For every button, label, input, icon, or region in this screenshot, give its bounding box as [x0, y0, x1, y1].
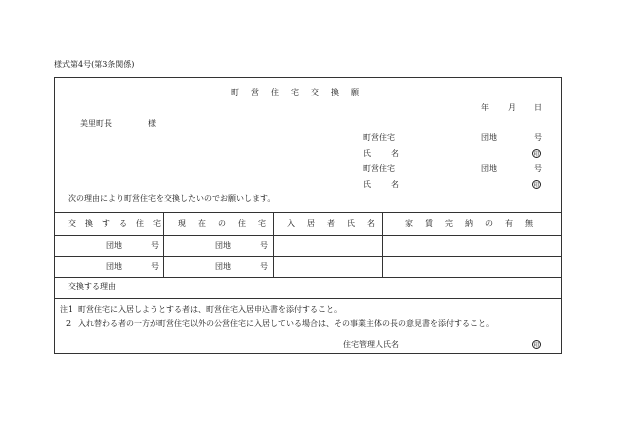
row-2-exchange-complex: 団地 — [106, 262, 122, 271]
manager-seal-icon: 印 — [533, 342, 540, 349]
reason-border — [54, 298, 562, 299]
note-2-text: 入れ替わる者の一方が町営住宅以外の公営住宅に入居している場合は、その事業主体の長の意見書を添付すること。 — [78, 319, 494, 328]
applicant-2-house-label: 町営住宅 — [363, 164, 395, 173]
form-id: 様式第4号(第3条関係) — [54, 60, 135, 69]
date-month-label: 月 — [508, 103, 516, 112]
row-1-exchange-complex: 団地 — [106, 241, 122, 250]
manager-name-label: 住宅管理人氏名 — [343, 340, 399, 349]
request-sentence: 次の理由により町営住宅を交換したいのでお願いします。 — [68, 194, 276, 203]
table-top-border — [54, 212, 562, 213]
header-rent-paid: 家賃完納の有無 — [405, 219, 545, 228]
applicant-1-house-label: 町営住宅 — [363, 133, 395, 142]
header-current-house: 現在の住宅 — [178, 219, 278, 228]
note-1-text: 町営住宅に入居しようとする者は、町営住宅入居申込書を添付すること。 — [78, 305, 342, 314]
row-1-exchange-number: 号 — [151, 241, 159, 250]
header-resident-name: 入居者氏名 — [287, 219, 387, 228]
row-2-current-complex: 団地 — [215, 262, 231, 271]
applicant-1-name-label: 氏 名 — [363, 149, 405, 158]
row-2-current-number: 号 — [260, 262, 268, 271]
form-title: 町営住宅交換願 — [231, 88, 371, 97]
row-1-current-number: 号 — [260, 241, 268, 250]
addressee-name: 美里町長 — [80, 119, 112, 128]
applicant-2-complex-label: 団地 — [481, 164, 497, 173]
row-1-current-complex: 団地 — [215, 241, 231, 250]
applicant-1-seal-icon: 印 — [533, 151, 540, 158]
applicant-1-number-label: 号 — [534, 133, 542, 142]
date-year-label: 年 — [481, 103, 489, 112]
note-1-label: 注1 — [60, 305, 74, 314]
header-exchange-house: 交換する住宅 — [68, 219, 170, 228]
table-row-1-border — [54, 256, 562, 257]
applicant-1-complex-label: 団地 — [481, 133, 497, 142]
note-2-label: 2 — [66, 319, 72, 328]
table-header-border — [54, 235, 562, 236]
table-row-2-border — [54, 277, 562, 278]
applicant-2-seal-icon: 印 — [533, 182, 540, 189]
addressee-honorific: 様 — [148, 119, 156, 128]
applicant-2-number-label: 号 — [534, 164, 542, 173]
reason-label: 交換する理由 — [68, 282, 116, 291]
applicant-2-name-label: 氏 名 — [363, 180, 405, 189]
row-2-exchange-number: 号 — [151, 262, 159, 271]
date-day-label: 日 — [534, 103, 542, 112]
